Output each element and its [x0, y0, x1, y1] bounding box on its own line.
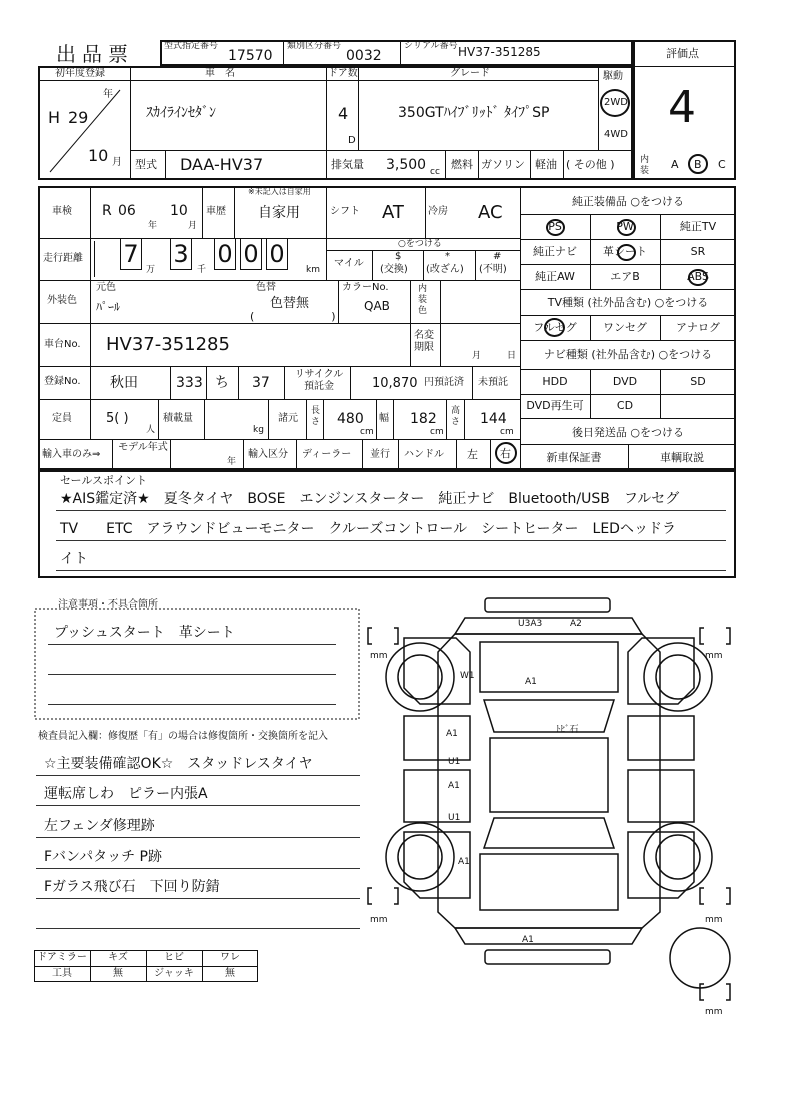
- drive-label: 駆動: [603, 71, 623, 82]
- grade-label: グレード: [450, 68, 490, 79]
- length-label: 長さ: [311, 406, 321, 427]
- mm-fr: mm: [705, 651, 723, 661]
- serial-label: シリアル番号: [404, 41, 458, 51]
- recycle-label: リサイクル預託金: [294, 369, 344, 392]
- dealer: ディーラー: [302, 449, 352, 460]
- score-label: 評価点: [666, 47, 699, 60]
- interior-a: A: [671, 158, 679, 171]
- diag-a1-rear: A1: [522, 935, 534, 945]
- tv-title: TV種類 (社外品含む) ○をつける: [547, 296, 709, 309]
- notes-label: 注意事項・不具合箇所: [58, 599, 158, 610]
- car-name-value: ｽｶｲﾗｲﾝｾﾀﾞﾝ: [146, 105, 216, 121]
- serial-value: HV37-351285: [458, 45, 541, 59]
- shift-value: AT: [382, 202, 404, 223]
- option-pw: PW: [616, 220, 634, 233]
- diag-w1: W1: [460, 671, 475, 681]
- sales-label: セールスポイント: [60, 474, 148, 487]
- chassis-label: 車台No.: [44, 339, 81, 350]
- mileage-unknown: (不明): [479, 264, 507, 275]
- interior-b: B: [694, 158, 702, 171]
- orig-color-label: 元色: [96, 282, 116, 293]
- option-leather: 革シート: [603, 245, 647, 258]
- grade-value: 350GTﾊｲﾌﾞﾘｯﾄﾞ ﾀｲﾌﾟSP: [398, 105, 550, 121]
- displacement-value: 3,500: [386, 157, 427, 173]
- sales-line-3: イト: [60, 551, 88, 567]
- diag-a1-hood: A1: [525, 677, 537, 687]
- tv-fullseg: フルセグ: [533, 321, 577, 334]
- fuel-label: 燃料: [451, 158, 473, 171]
- car-diagram: [360, 592, 760, 1032]
- drive-4wd: 4WD: [604, 129, 628, 140]
- diag-u1-fl: U1: [448, 757, 461, 767]
- dims-label: 諸元: [278, 413, 298, 424]
- fullseg-circle: [544, 318, 565, 337]
- legend-break: ワレ: [220, 952, 240, 963]
- legend-tools-value: 無: [113, 968, 123, 979]
- doors-label: ドア数: [328, 68, 358, 79]
- nav-sd: SD: [690, 375, 706, 388]
- capacity-value: 5( ): [106, 411, 129, 426]
- repaint-paren: ( ): [250, 310, 336, 323]
- mileage-digit-2: 3: [170, 238, 192, 270]
- mileage-mark-note: ○をつける: [398, 239, 442, 249]
- history-label: 車歴: [206, 206, 226, 217]
- nav-title: ナビ種類 (社外品含む) ○をつける: [543, 348, 713, 361]
- class-code-label: 類別区分番号: [287, 41, 342, 51]
- diag-tobiishi: ﾄﾋﾞ石: [556, 725, 579, 735]
- shift-label: シフト: [330, 206, 360, 217]
- ac-value: AC: [478, 202, 503, 223]
- abs-circle: [688, 269, 708, 286]
- first-reg-month-unit: 月: [112, 157, 122, 168]
- interior-color-label: 内装色: [418, 284, 428, 316]
- inspector-label: 検査員記入欄：修復歴「有」の場合は修復箇所・交換箇所を記入: [38, 731, 328, 742]
- legend-scratch: キズ: [108, 952, 128, 963]
- color-no-value: QAB: [364, 299, 390, 313]
- name-change-month-unit: 月: [472, 351, 482, 361]
- mileage-label: 走行距離: [43, 253, 83, 264]
- name-change-label: 名変期限: [414, 330, 434, 353]
- color-label: 外装色: [47, 295, 77, 306]
- nav-dvd-play: DVD再生可: [526, 399, 584, 412]
- inspector-line-5: Fガラス飛び石 下回り防錆: [44, 879, 220, 895]
- chassis-value: HV37-351285: [106, 334, 230, 355]
- post-manual: 車輌取説: [660, 451, 704, 464]
- type-code-label: 型式指定番号: [164, 41, 219, 51]
- notes-line-1: プッシュスタート 革シート: [54, 625, 235, 641]
- first-reg-month: 10: [88, 146, 109, 165]
- inspection-era: R: [102, 203, 112, 219]
- leather-circle: [617, 244, 636, 261]
- post-warranty: 新車保証書: [546, 451, 602, 464]
- tv-oneseg: ワンセグ: [603, 321, 647, 334]
- diag-u1-rl: U1: [448, 813, 461, 823]
- mileage-mile: マイル: [334, 258, 364, 269]
- drive-2wd: 2WD: [604, 97, 628, 108]
- first-reg-year: 29: [68, 108, 89, 127]
- load-unit: kg: [253, 425, 264, 435]
- capacity-unit: 人: [146, 425, 156, 435]
- nav-hdd: HDD: [542, 375, 568, 388]
- model-year-unit: 年: [227, 457, 237, 467]
- mm-spare: mm: [705, 1007, 723, 1017]
- recycle-value: 10,870: [372, 376, 418, 391]
- ac-label: 冷房: [428, 206, 448, 217]
- inspector-line-4: Fバンパタッチ P跡: [44, 849, 162, 865]
- mileage-digit-3: 0: [214, 238, 236, 270]
- height-unit: cm: [500, 427, 514, 437]
- history-note: ※未記入は自家用: [248, 187, 311, 196]
- inspection-month-unit: 月: [188, 221, 198, 231]
- post-title: 後日発送品 ○をつける: [571, 426, 685, 439]
- fuel-other: ( その他 ): [566, 158, 615, 171]
- inspection-month: 10: [170, 203, 188, 219]
- sales-line-1: ★AIS鑑定済★ 夏冬タイヤ BOSE エンジンスターター 純正ナビ Bluetooth/USB フルセグ: [60, 491, 680, 507]
- diag-a1-fl: A1: [446, 729, 458, 739]
- capacity-label: 定員: [52, 413, 72, 424]
- model-year-label: モデル年式: [118, 442, 168, 453]
- displacement-label: 排気量: [331, 158, 364, 171]
- mileage-digit-1: 7: [120, 238, 142, 270]
- tv-analog: アナログ: [676, 321, 720, 334]
- first-reg-label: 初年度登録: [55, 68, 105, 79]
- mileage-altered: (改ざん): [426, 264, 464, 275]
- mm-rr: mm: [705, 915, 723, 925]
- history-value: 自家用: [258, 205, 300, 221]
- nav-dvd: DVD: [612, 375, 638, 388]
- mileage-km-unit: km: [306, 265, 320, 275]
- fuel-gasoline: ガソリン: [481, 158, 525, 171]
- diag-u3a3: U3A3: [518, 619, 543, 629]
- score-value: 4: [668, 82, 696, 133]
- inspection-label: 車検: [52, 206, 72, 217]
- doors-value: 4: [338, 104, 349, 123]
- width-value: 182: [410, 411, 437, 427]
- reg-area: 秋田: [110, 375, 138, 391]
- mileage-digit-4: 0: [240, 238, 262, 270]
- reg-number: 37: [252, 375, 270, 391]
- mileage-man-unit: 万: [146, 265, 156, 275]
- inspector-line-1: ☆主要装備確認OK☆ スタッドレスタイヤ: [44, 756, 313, 772]
- height-label: 高さ: [451, 406, 461, 427]
- name-change-day-unit: 日: [507, 351, 517, 361]
- height-value: 144: [480, 411, 507, 427]
- sales-line-2: TV ETC アラウンドビューモニター クルーズコントロール シートヒーター LEDヘッドラ: [60, 521, 676, 537]
- inspector-line-2: 運転席しわ ピラー内張A: [44, 786, 208, 802]
- pw-circle: [617, 219, 636, 236]
- diag-a1-rl: A1: [448, 781, 460, 791]
- option-abs: ABS: [687, 270, 709, 283]
- width-label: 幅: [379, 413, 389, 424]
- import-label: 輸入車のみ⇒: [42, 449, 101, 460]
- width-unit: cm: [430, 427, 444, 437]
- inspector-line-3: 左フェンダ修理跡: [44, 818, 155, 834]
- first-reg-year-unit: 年: [103, 89, 113, 100]
- option-tv: 純正TV: [679, 220, 717, 233]
- handle-label: ハンドル: [404, 449, 444, 460]
- parallel: 並行: [370, 449, 390, 460]
- mileage-exchange-sym: $: [395, 251, 402, 262]
- mm-fl: mm: [370, 651, 388, 661]
- inspection-year: 06: [118, 203, 136, 219]
- door-suffix: D: [348, 135, 356, 146]
- legend-tools: 工具: [52, 968, 72, 979]
- options-title: 純正装備品 ○をつける: [571, 195, 685, 208]
- option-airbag: エアB: [610, 270, 640, 283]
- repaint-label: 色替: [256, 282, 276, 293]
- option-aw: 純正AW: [535, 270, 575, 283]
- legend-jack-value: 無: [225, 968, 235, 979]
- class-code-value: 0032: [346, 48, 382, 64]
- option-sr: SR: [690, 245, 706, 258]
- mileage-unknown-sym: #: [493, 251, 502, 262]
- legend-mirror: ドアミラー: [37, 952, 87, 963]
- nav-cd: CD: [616, 399, 634, 412]
- legend-jack: ジャッキ: [154, 968, 194, 979]
- reg-kana: ち: [215, 375, 229, 391]
- mileage-altered-sym: *: [445, 251, 450, 262]
- reg-class: 333: [176, 375, 203, 391]
- length-unit: cm: [360, 427, 374, 437]
- handle-left: 左: [467, 448, 478, 461]
- recycle-unit: 円預託済: [424, 377, 464, 388]
- diag-a2: A2: [570, 619, 582, 629]
- type-code-value: 17570: [228, 48, 273, 64]
- length-value: 480: [337, 411, 364, 427]
- car-name-label: 車 名: [205, 68, 235, 79]
- legend-crack: ヒビ: [164, 952, 184, 963]
- interior-label: 内装: [640, 155, 650, 176]
- color-no-label: カラーNo.: [342, 282, 389, 293]
- inspection-year-unit: 年: [148, 221, 158, 231]
- fuel-diesel: 軽油: [535, 158, 557, 171]
- orig-color-value: ﾊﾟｰﾙ: [96, 300, 121, 314]
- option-navi: 純正ナビ: [533, 245, 577, 258]
- ps-circle: [546, 219, 565, 236]
- interior-c: C: [718, 158, 726, 171]
- recycle-unpaid: 未預託: [478, 377, 508, 388]
- mileage-digit-5: 0: [266, 238, 288, 270]
- form-title: 出品票: [56, 42, 134, 66]
- mm-rl: mm: [370, 915, 388, 925]
- handle-right: 右: [500, 447, 511, 460]
- load-label: 積載量: [163, 413, 193, 424]
- diag-a1-rear-fender: A1: [458, 857, 470, 867]
- mileage-exchange: (交換): [380, 264, 408, 275]
- model-label: 型式: [135, 158, 157, 171]
- mileage-sen-unit: 千: [197, 265, 207, 275]
- option-ps: PS: [548, 220, 562, 233]
- displacement-unit: cc: [430, 167, 440, 177]
- import-class-label: 輸入区分: [248, 449, 288, 460]
- model-value: DAA-HV37: [180, 155, 264, 174]
- first-reg-era: H: [48, 108, 61, 127]
- repaint-value: 色替無: [270, 296, 310, 311]
- reg-label: 登録No.: [44, 376, 81, 387]
